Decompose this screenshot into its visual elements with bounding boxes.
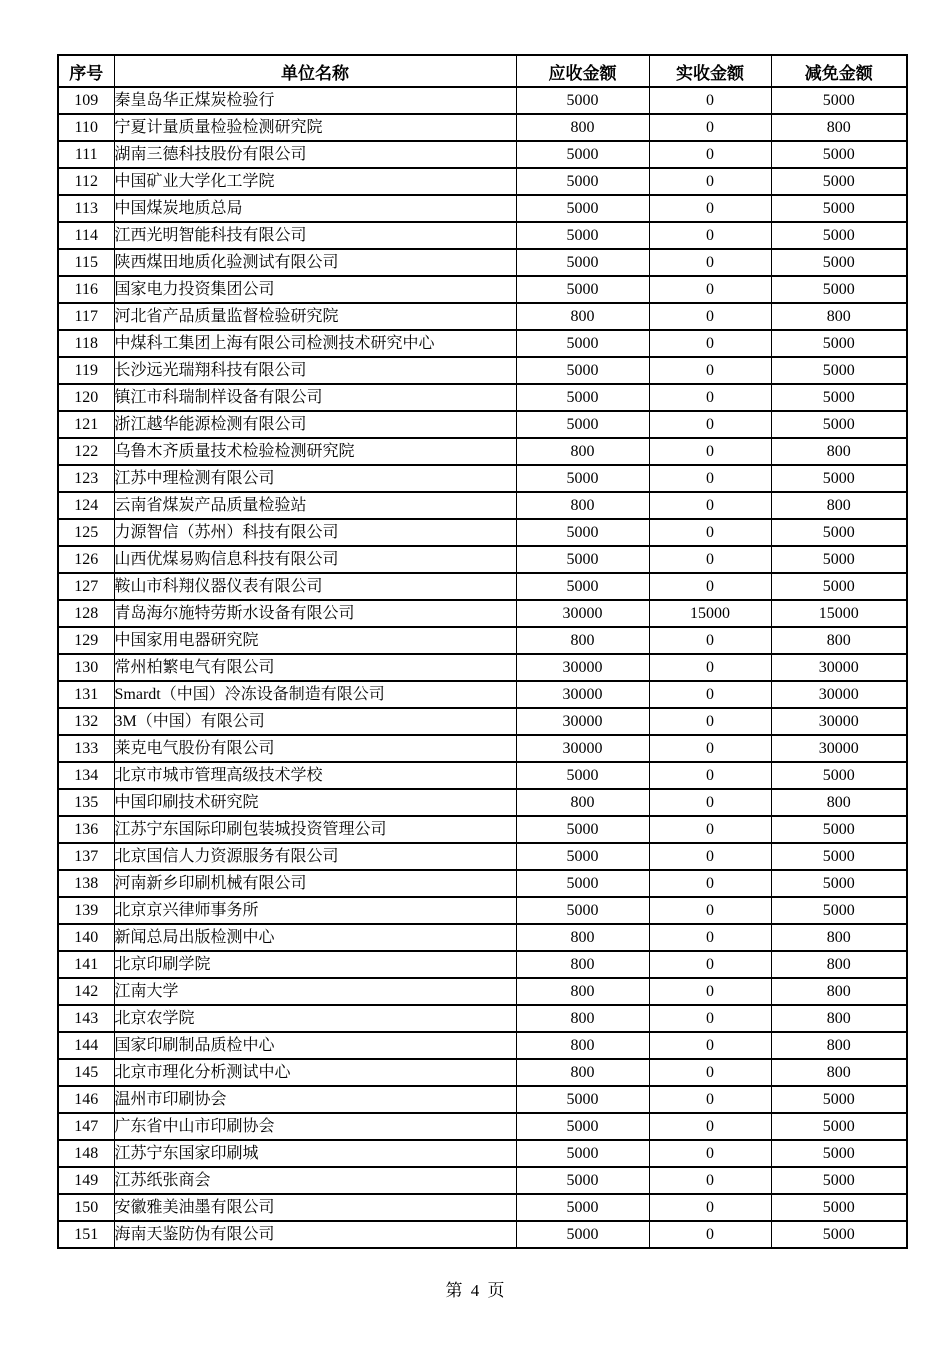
reduction-amount: 5000	[771, 411, 907, 438]
received-amount: 0	[649, 735, 771, 762]
table-row	[58, 195, 907, 222]
reduction-amount: 5000	[771, 249, 907, 276]
table-row	[58, 816, 907, 843]
unit-name: 国家印刷制品质检中心	[114, 1032, 516, 1059]
unit-name: 莱克电气股份有限公司	[114, 735, 516, 762]
receivable-amount: 800	[516, 114, 649, 141]
unit-name: 河南新乡印刷机械有限公司	[114, 870, 516, 897]
receivable-amount: 5000	[516, 357, 649, 384]
received-amount: 0	[649, 627, 771, 654]
table-row	[58, 141, 907, 168]
table-row	[58, 1140, 907, 1167]
reduction-amount: 5000	[771, 546, 907, 573]
table-row	[58, 1221, 907, 1248]
table-row	[58, 384, 907, 411]
table-row	[58, 789, 907, 816]
unit-name: 北京市理化分析测试中心	[114, 1059, 516, 1086]
unit-name: 鞍山市科翔仪器仪表有限公司	[114, 573, 516, 600]
row-number: 115	[58, 249, 114, 276]
received-amount: 0	[649, 1140, 771, 1167]
table-row	[58, 897, 907, 924]
receivable-amount: 5000	[516, 141, 649, 168]
unit-name: 北京市城市管理高级技术学校	[114, 762, 516, 789]
reduction-amount: 5000	[771, 843, 907, 870]
fee-table	[57, 54, 908, 1249]
reduction-amount: 30000	[771, 681, 907, 708]
received-amount: 0	[649, 681, 771, 708]
table-row	[58, 249, 907, 276]
reduction-amount: 5000	[771, 1086, 907, 1113]
receivable-amount: 5000	[516, 1086, 649, 1113]
receivable-amount: 5000	[516, 1221, 649, 1248]
table-row	[58, 708, 907, 735]
table-row	[58, 222, 907, 249]
row-number: 145	[58, 1059, 114, 1086]
table-row	[58, 546, 907, 573]
reduction-amount: 5000	[771, 1140, 907, 1167]
unit-name: 常州柏繁电气有限公司	[114, 654, 516, 681]
row-number: 109	[58, 87, 114, 114]
received-amount: 0	[649, 978, 771, 1005]
received-amount: 0	[649, 411, 771, 438]
unit-name: 力源智信（苏州）科技有限公司	[114, 519, 516, 546]
reduction-amount: 5000	[771, 1194, 907, 1221]
table-row	[58, 627, 907, 654]
row-number: 137	[58, 843, 114, 870]
column-header-reduction: 减免金额	[771, 55, 907, 87]
received-amount: 0	[649, 870, 771, 897]
received-amount: 0	[649, 789, 771, 816]
received-amount: 0	[649, 843, 771, 870]
receivable-amount: 30000	[516, 735, 649, 762]
reduction-amount: 30000	[771, 735, 907, 762]
row-number: 140	[58, 924, 114, 951]
row-number: 120	[58, 384, 114, 411]
column-header-received: 实收金额	[649, 55, 771, 87]
row-number: 149	[58, 1167, 114, 1194]
reduction-amount: 30000	[771, 708, 907, 735]
reduction-amount: 5000	[771, 762, 907, 789]
unit-name: 云南省煤炭产品质量检验站	[114, 492, 516, 519]
row-number: 128	[58, 600, 114, 627]
reduction-amount: 5000	[771, 330, 907, 357]
reduction-amount: 5000	[771, 870, 907, 897]
received-amount: 0	[649, 1059, 771, 1086]
receivable-amount: 800	[516, 492, 649, 519]
receivable-amount: 30000	[516, 708, 649, 735]
table-row	[58, 1032, 907, 1059]
table-row	[58, 168, 907, 195]
reduction-amount: 800	[771, 978, 907, 1005]
unit-name: 新闻总局出版检测中心	[114, 924, 516, 951]
row-number: 129	[58, 627, 114, 654]
received-amount: 0	[649, 897, 771, 924]
received-amount: 0	[649, 1032, 771, 1059]
reduction-amount: 30000	[771, 654, 907, 681]
row-number: 110	[58, 114, 114, 141]
unit-name: 乌鲁木齐质量技术检验检测研究院	[114, 438, 516, 465]
reduction-amount: 5000	[771, 141, 907, 168]
unit-name: 广东省中山市印刷协会	[114, 1113, 516, 1140]
row-number: 147	[58, 1113, 114, 1140]
unit-name: 中国矿业大学化工学院	[114, 168, 516, 195]
row-number: 148	[58, 1140, 114, 1167]
unit-name: 湖南三德科技股份有限公司	[114, 141, 516, 168]
receivable-amount: 30000	[516, 600, 649, 627]
receivable-amount: 5000	[516, 330, 649, 357]
unit-name: 北京国信人力资源服务有限公司	[114, 843, 516, 870]
receivable-amount: 800	[516, 1059, 649, 1086]
reduction-amount: 5000	[771, 1113, 907, 1140]
reduction-amount: 800	[771, 492, 907, 519]
receivable-amount: 800	[516, 303, 649, 330]
unit-name: 3M（中国）有限公司	[114, 708, 516, 735]
received-amount: 0	[649, 708, 771, 735]
receivable-amount: 5000	[516, 465, 649, 492]
row-number: 139	[58, 897, 114, 924]
unit-name: 北京农学院	[114, 1005, 516, 1032]
table-row	[58, 465, 907, 492]
unit-name: 江南大学	[114, 978, 516, 1005]
reduction-amount: 5000	[771, 897, 907, 924]
row-number: 126	[58, 546, 114, 573]
received-amount: 0	[649, 249, 771, 276]
received-amount: 0	[649, 438, 771, 465]
unit-name: 安徽雅美油墨有限公司	[114, 1194, 516, 1221]
received-amount: 0	[649, 222, 771, 249]
unit-name: 山西优煤易购信息科技有限公司	[114, 546, 516, 573]
reduction-amount: 5000	[771, 357, 907, 384]
row-number: 134	[58, 762, 114, 789]
receivable-amount: 800	[516, 1032, 649, 1059]
table-row	[58, 438, 907, 465]
table-row	[58, 951, 907, 978]
receivable-amount: 5000	[516, 1140, 649, 1167]
unit-name: 中煤科工集团上海有限公司检测技术研究中心	[114, 330, 516, 357]
receivable-amount: 5000	[516, 762, 649, 789]
table-row	[58, 654, 907, 681]
unit-name: 秦皇岛华正煤炭检验行	[114, 87, 516, 114]
received-amount: 0	[649, 114, 771, 141]
reduction-amount: 5000	[771, 465, 907, 492]
row-number: 123	[58, 465, 114, 492]
received-amount: 0	[649, 951, 771, 978]
unit-name: 北京印刷学院	[114, 951, 516, 978]
reduction-amount: 800	[771, 1005, 907, 1032]
row-number: 113	[58, 195, 114, 222]
received-amount: 0	[649, 1005, 771, 1032]
receivable-amount: 800	[516, 627, 649, 654]
reduction-amount: 15000	[771, 600, 907, 627]
received-amount: 0	[649, 546, 771, 573]
row-number: 130	[58, 654, 114, 681]
received-amount: 0	[649, 384, 771, 411]
column-header-receivable: 应收金额	[516, 55, 649, 87]
table-row	[58, 1086, 907, 1113]
row-number: 135	[58, 789, 114, 816]
receivable-amount: 5000	[516, 168, 649, 195]
received-amount: 0	[649, 330, 771, 357]
column-header-unit-name: 单位名称	[114, 55, 516, 87]
row-number: 132	[58, 708, 114, 735]
table-row	[58, 276, 907, 303]
reduction-amount: 5000	[771, 168, 907, 195]
row-number: 121	[58, 411, 114, 438]
row-number: 111	[58, 141, 114, 168]
row-number: 125	[58, 519, 114, 546]
unit-name: Smardt（中国）冷冻设备制造有限公司	[114, 681, 516, 708]
receivable-amount: 5000	[516, 546, 649, 573]
received-amount: 0	[649, 492, 771, 519]
received-amount: 15000	[649, 600, 771, 627]
row-number: 124	[58, 492, 114, 519]
row-number: 143	[58, 1005, 114, 1032]
table-row	[58, 843, 907, 870]
unit-name: 江西光明智能科技有限公司	[114, 222, 516, 249]
table-row	[58, 978, 907, 1005]
receivable-amount: 5000	[516, 870, 649, 897]
reduction-amount: 5000	[771, 573, 907, 600]
row-number: 146	[58, 1086, 114, 1113]
receivable-amount: 5000	[516, 573, 649, 600]
row-number: 118	[58, 330, 114, 357]
unit-name: 镇江市科瑞制样设备有限公司	[114, 384, 516, 411]
row-number: 114	[58, 222, 114, 249]
reduction-amount: 800	[771, 924, 907, 951]
receivable-amount: 800	[516, 789, 649, 816]
reduction-amount: 5000	[771, 276, 907, 303]
unit-name: 江苏宁东国际印刷包装城投资管理公司	[114, 816, 516, 843]
received-amount: 0	[649, 924, 771, 951]
row-number: 127	[58, 573, 114, 600]
reduction-amount: 5000	[771, 519, 907, 546]
table-row	[58, 1059, 907, 1086]
received-amount: 0	[649, 816, 771, 843]
row-number: 131	[58, 681, 114, 708]
received-amount: 0	[649, 465, 771, 492]
row-number: 112	[58, 168, 114, 195]
receivable-amount: 30000	[516, 654, 649, 681]
unit-name: 浙江越华能源检测有限公司	[114, 411, 516, 438]
reduction-amount: 5000	[771, 195, 907, 222]
table-row	[58, 762, 907, 789]
received-amount: 0	[649, 762, 771, 789]
unit-name: 国家电力投资集团公司	[114, 276, 516, 303]
reduction-amount: 800	[771, 789, 907, 816]
received-amount: 0	[649, 519, 771, 546]
reduction-amount: 800	[771, 114, 907, 141]
reduction-amount: 5000	[771, 87, 907, 114]
table-row	[58, 357, 907, 384]
row-number: 117	[58, 303, 114, 330]
unit-name: 长沙远光瑞翔科技有限公司	[114, 357, 516, 384]
unit-name: 江苏中理检测有限公司	[114, 465, 516, 492]
unit-name: 中国印刷技术研究院	[114, 789, 516, 816]
table-row	[58, 1005, 907, 1032]
received-amount: 0	[649, 276, 771, 303]
receivable-amount: 5000	[516, 843, 649, 870]
table-header	[58, 55, 907, 87]
unit-name: 宁夏计量质量检验检测研究院	[114, 114, 516, 141]
receivable-amount: 30000	[516, 681, 649, 708]
reduction-amount: 5000	[771, 384, 907, 411]
table-row	[58, 573, 907, 600]
row-number: 138	[58, 870, 114, 897]
table-body	[58, 87, 907, 1248]
received-amount: 0	[649, 1086, 771, 1113]
reduction-amount: 5000	[771, 1221, 907, 1248]
row-number: 150	[58, 1194, 114, 1221]
row-number: 144	[58, 1032, 114, 1059]
reduction-amount: 5000	[771, 1167, 907, 1194]
reduction-amount: 5000	[771, 816, 907, 843]
received-amount: 0	[649, 573, 771, 600]
receivable-amount: 800	[516, 1005, 649, 1032]
row-number: 141	[58, 951, 114, 978]
receivable-amount: 5000	[516, 411, 649, 438]
table-row	[58, 1113, 907, 1140]
receivable-amount: 5000	[516, 276, 649, 303]
table-row	[58, 519, 907, 546]
receivable-amount: 5000	[516, 384, 649, 411]
reduction-amount: 800	[771, 1032, 907, 1059]
reduction-amount: 800	[771, 438, 907, 465]
table-row	[58, 492, 907, 519]
received-amount: 0	[649, 1167, 771, 1194]
receivable-amount: 5000	[516, 249, 649, 276]
receivable-amount: 5000	[516, 222, 649, 249]
table-row	[58, 924, 907, 951]
unit-name: 陕西煤田地质化验测试有限公司	[114, 249, 516, 276]
table-row	[58, 681, 907, 708]
receivable-amount: 5000	[516, 1113, 649, 1140]
table-row	[58, 1167, 907, 1194]
receivable-amount: 5000	[516, 1167, 649, 1194]
table-row	[58, 870, 907, 897]
received-amount: 0	[649, 87, 771, 114]
receivable-amount: 5000	[516, 897, 649, 924]
table-row	[58, 114, 907, 141]
receivable-amount: 5000	[516, 195, 649, 222]
reduction-amount: 5000	[771, 222, 907, 249]
unit-name: 中国煤炭地质总局	[114, 195, 516, 222]
row-number: 151	[58, 1221, 114, 1248]
row-number: 142	[58, 978, 114, 1005]
page-number: 第 4 页	[445, 1281, 507, 1300]
receivable-amount: 800	[516, 924, 649, 951]
reduction-amount: 800	[771, 951, 907, 978]
received-amount: 0	[649, 1113, 771, 1140]
unit-name: 河北省产品质量监督检验研究院	[114, 303, 516, 330]
unit-name: 江苏纸张商会	[114, 1167, 516, 1194]
unit-name: 海南天鉴防伪有限公司	[114, 1221, 516, 1248]
received-amount: 0	[649, 195, 771, 222]
column-header-index: 序号	[58, 55, 114, 87]
table-row	[58, 330, 907, 357]
row-number: 116	[58, 276, 114, 303]
received-amount: 0	[649, 1194, 771, 1221]
row-number: 122	[58, 438, 114, 465]
header-row	[58, 55, 907, 87]
table-row	[58, 735, 907, 762]
receivable-amount: 5000	[516, 1194, 649, 1221]
unit-name: 江苏宁东国家印刷城	[114, 1140, 516, 1167]
unit-name: 温州市印刷协会	[114, 1086, 516, 1113]
row-number: 136	[58, 816, 114, 843]
receivable-amount: 800	[516, 438, 649, 465]
received-amount: 0	[649, 168, 771, 195]
receivable-amount: 800	[516, 951, 649, 978]
receivable-amount: 5000	[516, 87, 649, 114]
unit-name: 青岛海尔施特劳斯水设备有限公司	[114, 600, 516, 627]
reduction-amount: 800	[771, 303, 907, 330]
received-amount: 0	[649, 357, 771, 384]
unit-name: 中国家用电器研究院	[114, 627, 516, 654]
table-row	[58, 600, 907, 627]
received-amount: 0	[649, 1221, 771, 1248]
table-row	[58, 411, 907, 438]
received-amount: 0	[649, 303, 771, 330]
receivable-amount: 5000	[516, 519, 649, 546]
reduction-amount: 800	[771, 1059, 907, 1086]
unit-name: 北京京兴律师事务所	[114, 897, 516, 924]
table-row	[58, 1194, 907, 1221]
received-amount: 0	[649, 141, 771, 168]
reduction-amount: 800	[771, 627, 907, 654]
receivable-amount: 5000	[516, 816, 649, 843]
table-row	[58, 303, 907, 330]
received-amount: 0	[649, 654, 771, 681]
table-row	[58, 87, 907, 114]
receivable-amount: 800	[516, 978, 649, 1005]
row-number: 119	[58, 357, 114, 384]
row-number: 133	[58, 735, 114, 762]
